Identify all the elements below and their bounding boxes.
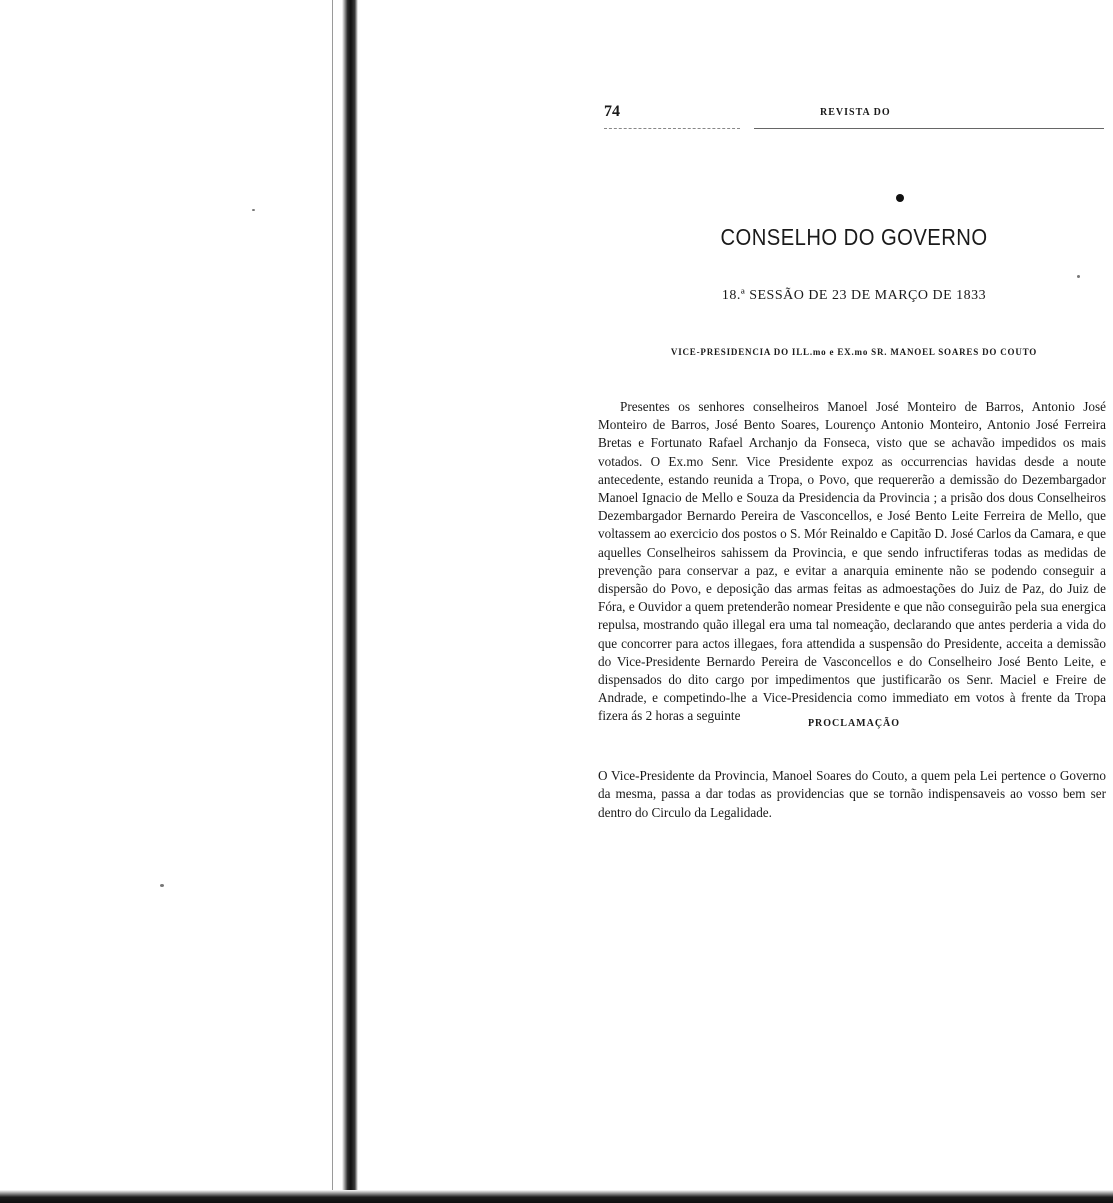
dust-speck	[252, 209, 255, 211]
dust-speck	[1077, 275, 1080, 278]
ornament-dot	[896, 194, 904, 202]
presidency-line: VICE-PRESIDENCIA DO ILL.mo e EX.mo SR. MANOEL SOARES DO COUTO	[670, 347, 1038, 357]
dust-speck	[160, 884, 164, 887]
proclamation-paragraph	[598, 767, 1106, 822]
proclamation-heading: PROCLAMAÇÃO	[807, 718, 901, 729]
blank-facing-page	[0, 0, 330, 1203]
section-title: CONSELHO DO GOVERNO	[720, 224, 988, 250]
minutes-paragraph-text: Presentes os senhores conselheiros Manoel José Monteiro de Barros, Antonio José Monteiro de Barros, José Bento Soares, Lourenço Antonio Monteiro, Antonio José Ferreira Bretas e Fortunato Rafael Archanjo da Fonseca, visto que se achavão impedidos os mais votados. O Ex.mo Senr. Vice Presidente expoz as occurrencias havidas desde a noute antecedente, estando reunida a Tropa, o Povo, que requererão a demissão do Dezembargador Manoel Ignacio de Mello e Souza da Presidencia da Provincia ; a prisão dos dous Conselheiros Dezembargador Bernardo Pereira de Vasconcellos, e José Bento Leite Ferreira de Mello, que voltassem ao exercicio dos postos o S. Mór Reinaldo e Capitão D. José Carlos da Camara, e que aquelles Conselheiros sahissem da Provincia, e que sendo infructiferas todas as medidas de prevenção para conservar a paz, e evitar a anarquia eminente não se podendo conseguir a dispersão do Povo, e deposição das armas feitas as admoestações do Juiz de Paz, do Juiz de Fóra, e Ouvidor a quem pretenderão nomear Presidente e que não conseguirão pela sua energica repulsa, mostrando quão illegal era uma tal nomeação, declarando que antes perderia a vida do que concorrer para actos illegaes, fora attendida a suspensão do Presidente, acceita a demissão do Vice-Presidente Bernardo Pereira de Vasconcellos e do Conselheiro José Bento Leite, e dispensados do dito cargo por impedimentos que justificarão os Senr. Maciel e Freire de Andrade, e competindo-lhe a Vice-Presidencia como immediato em votos à frente da Tropa fizera ás 2 horas a seguinte	[598, 399, 1106, 724]
running-head: REVISTA DO	[820, 107, 891, 118]
page-bottom-edge	[0, 1190, 1113, 1203]
page-number: 74	[604, 103, 620, 120]
book-spine-shadow	[342, 0, 358, 1203]
session-heading: 18.ª SESSÃO DE 23 DE MARÇO DE 1833	[721, 288, 987, 303]
header-rule-left	[604, 128, 740, 129]
page-header	[604, 103, 1104, 133]
minutes-paragraph	[598, 398, 1106, 726]
proclamation-paragraph-text: O Vice-Presidente da Provincia, Manoel Soares do Couto, a quem pela Lei pertence o Governo da mesma, passa a dar todas as providencias que se tornão indispensaveis ao vosso bem ser dentro do Circulo da Legalidade.	[598, 768, 1106, 820]
binding-line	[332, 0, 333, 1190]
header-rule-right	[754, 128, 1104, 129]
